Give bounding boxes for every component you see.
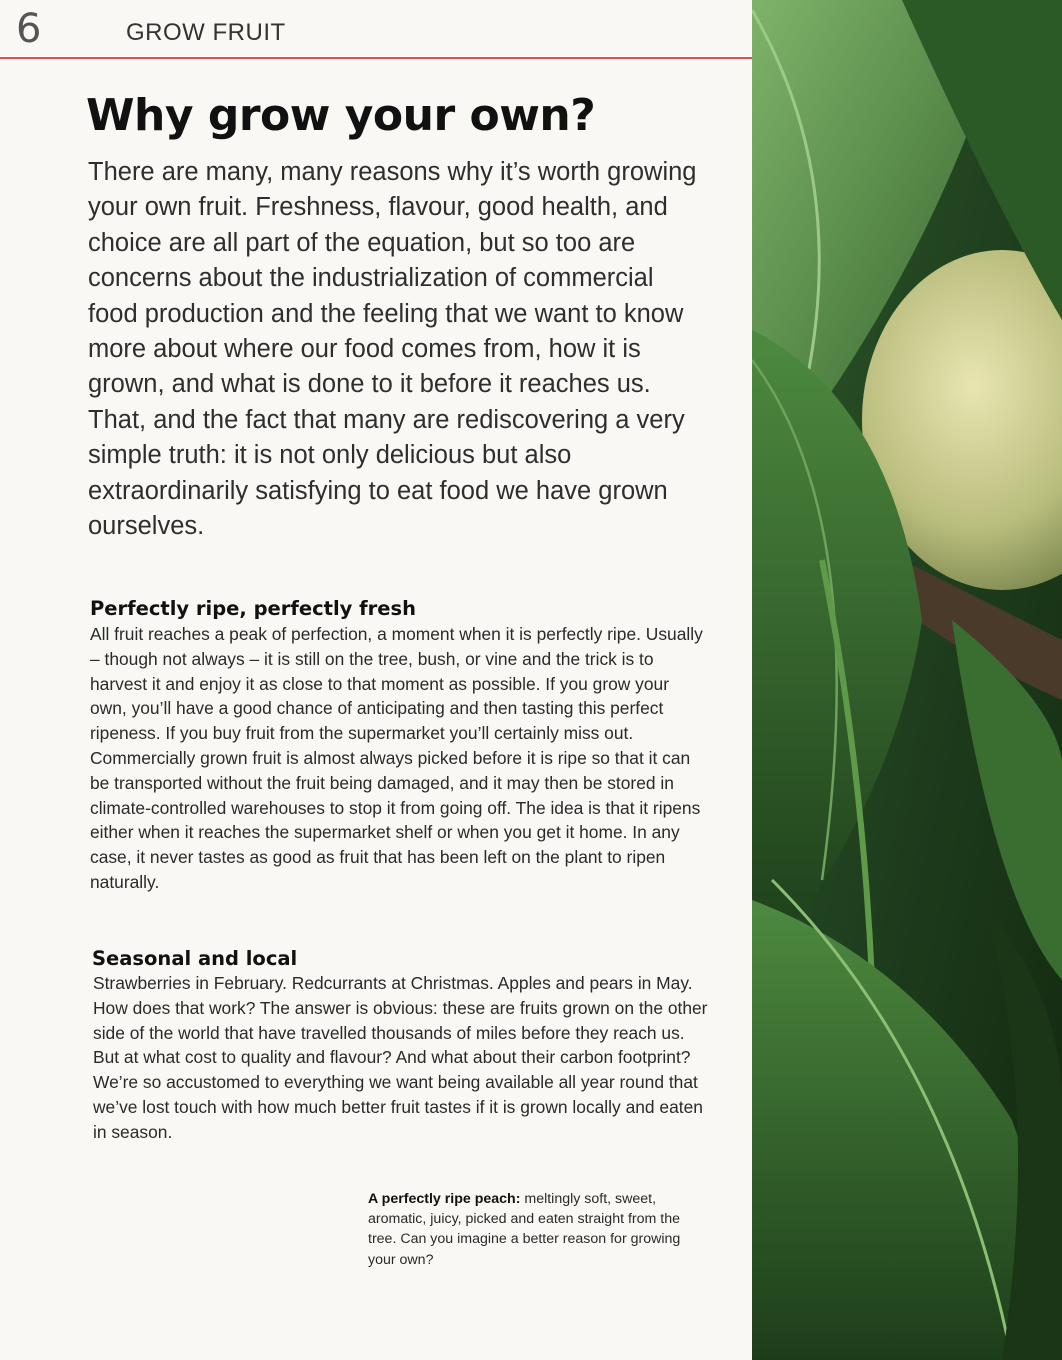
header-rule: [0, 57, 752, 59]
peach-leaves-photo: [752, 0, 1062, 1360]
running-header: [0, 0, 752, 58]
caption-lead: A perfectly ripe peach:: [368, 1191, 521, 1207]
intro-paragraph: There are many, many reasons why it’s worth growing your own fruit. Freshness, flavour, good health, and choice are all part of the equation, but so too are concerns about the industrialization of commercial food production and the feeling that we want to know more about where our food comes from, how it is grown, and what is done to it before it reaches us. That, and the fact that many are rediscovering a very simple truth: it is not only delicious but also extraordinarily satisfying to eat food we have grown ourselves.: [88, 158, 697, 541]
section-heading-seasonal: Seasonal and local: [92, 947, 298, 970]
section-heading-ripe: Perfectly ripe, perfectly fresh: [90, 597, 416, 620]
peach-leaves-illustration: [752, 0, 1062, 1360]
section-body-ripe: All fruit reaches a peak of perfection, a moment when it is perfectly ripe. Usually – though not always – it is still on the tree, bush, or vine and the trick is to harvest it and enjoy it as close to that moment as possible. If you grow your own, you’ll have a good chance of anticipating and then tasting this perfect ripeness. If you buy fruit from the supermarket you’ll certainly miss out. Commercially grown fruit is almost always picked before it is ripe so that it can be transported without the fruit being damaged, and it may then be stored in climate-controlled warehouses to stop it from going off. The idea is that it ripens either when it reaches the supermarket shelf or when you get it home. In any case, it never tastes as good as fruit that has been left on the plant to ripen naturally.: [90, 624, 703, 892]
section-name: GROW FRUIT: [126, 19, 286, 46]
page-title: Why grow your own?: [86, 90, 596, 141]
photo-caption: [368, 1189, 698, 1270]
section-body-seasonal: Strawberries in February. Redcurrants at Christmas. Apples and pears in May. How does that work? The answer is obvious: these are fruits grown on the other side of the world that have travelled thousands of miles before they reach us. But at what cost to quality and flavour? And what about their carbon footprint? We’re so accustomed to everything we want being available all year round that we’ve lost touch with how much better fruit tastes if it is grown locally and eaten in season.: [93, 973, 708, 1142]
page-number: 6: [16, 6, 42, 52]
caption-text: meltingly soft, sweet, aromatic, juicy, picked and eaten straight from the tree. Can you imagine a better reason for growing your own?: [368, 1191, 681, 1268]
